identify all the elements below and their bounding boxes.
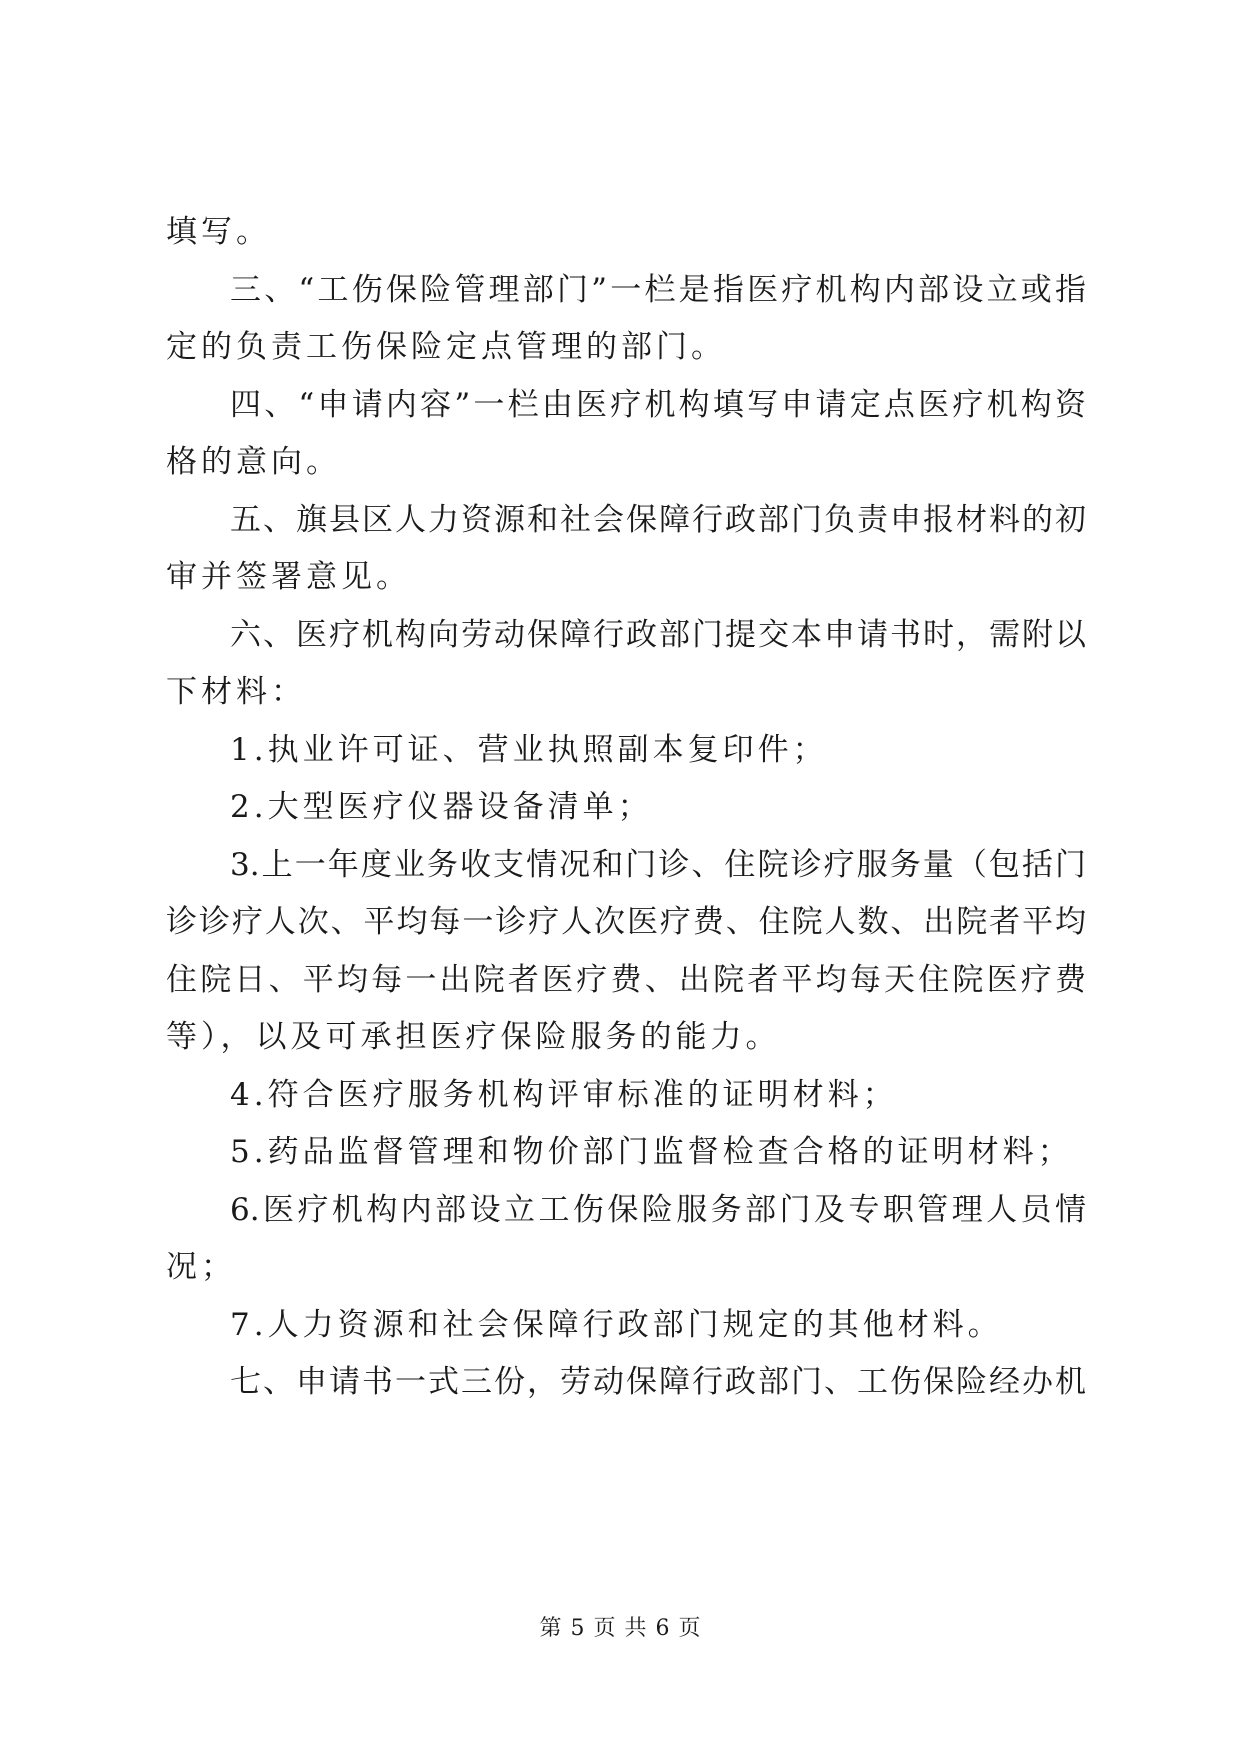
list-item: 4.符合医疗服务机构评审标准的证明材料； — [230, 1077, 898, 1113]
text-line: 定的负责工伤保险定点管理的部门。 — [166, 329, 726, 365]
text-line: 三、“工伤保险管理部门”一栏是指医疗机构内部设立或指 — [230, 272, 1086, 308]
text-line: 四、“申请内容”一栏由医疗机构填写申请定点医疗机构资 — [230, 387, 1086, 423]
text-line: 填写。 — [166, 214, 271, 250]
text-line: 六、医疗机构向劳动保障行政部门提交本申请书时，需附以 — [230, 617, 1086, 653]
text-line: 七、申请书一式三份，劳动保障行政部门、工伤保险经办机 — [230, 1364, 1086, 1400]
text-line: 下材料： — [166, 674, 306, 710]
list-item: 6.医疗机构内部设立工伤保险服务部门及专职管理人员情 — [230, 1192, 1086, 1228]
list-item: 5.药品监督管理和物价部门监督检查合格的证明材料； — [230, 1134, 1073, 1170]
text-line: 五、旗县区人力资源和社会保障行政部门负责申报材料的初 — [230, 502, 1086, 538]
list-item: 1.执业许可证、营业执照副本复印件； — [230, 732, 828, 768]
text-line: 况； — [166, 1249, 236, 1285]
list-item: 7.人力资源和社会保障行政部门规定的其他材料。 — [230, 1307, 1003, 1343]
text-line: 等），以及可承担医疗保险服务的能力。 — [166, 1019, 781, 1055]
text-line: 诊诊疗人次、平均每一诊疗人次医疗费、住院人数、出院者平均 — [166, 904, 1086, 940]
list-item: 3.上一年度业务收支情况和门诊、住院诊疗服务量（包括门 — [230, 847, 1086, 883]
text-line: 审并签署意见。 — [166, 559, 411, 595]
text-line: 住院日、平均每一出院者医疗费、出院者平均每天住院医疗费 — [166, 962, 1086, 998]
page-number-footer: 第 5 页 共 6 页 — [539, 1616, 702, 1641]
list-item: 2.大型医疗仪器设备清单； — [230, 789, 653, 825]
text-line: 格的意向。 — [166, 444, 341, 480]
